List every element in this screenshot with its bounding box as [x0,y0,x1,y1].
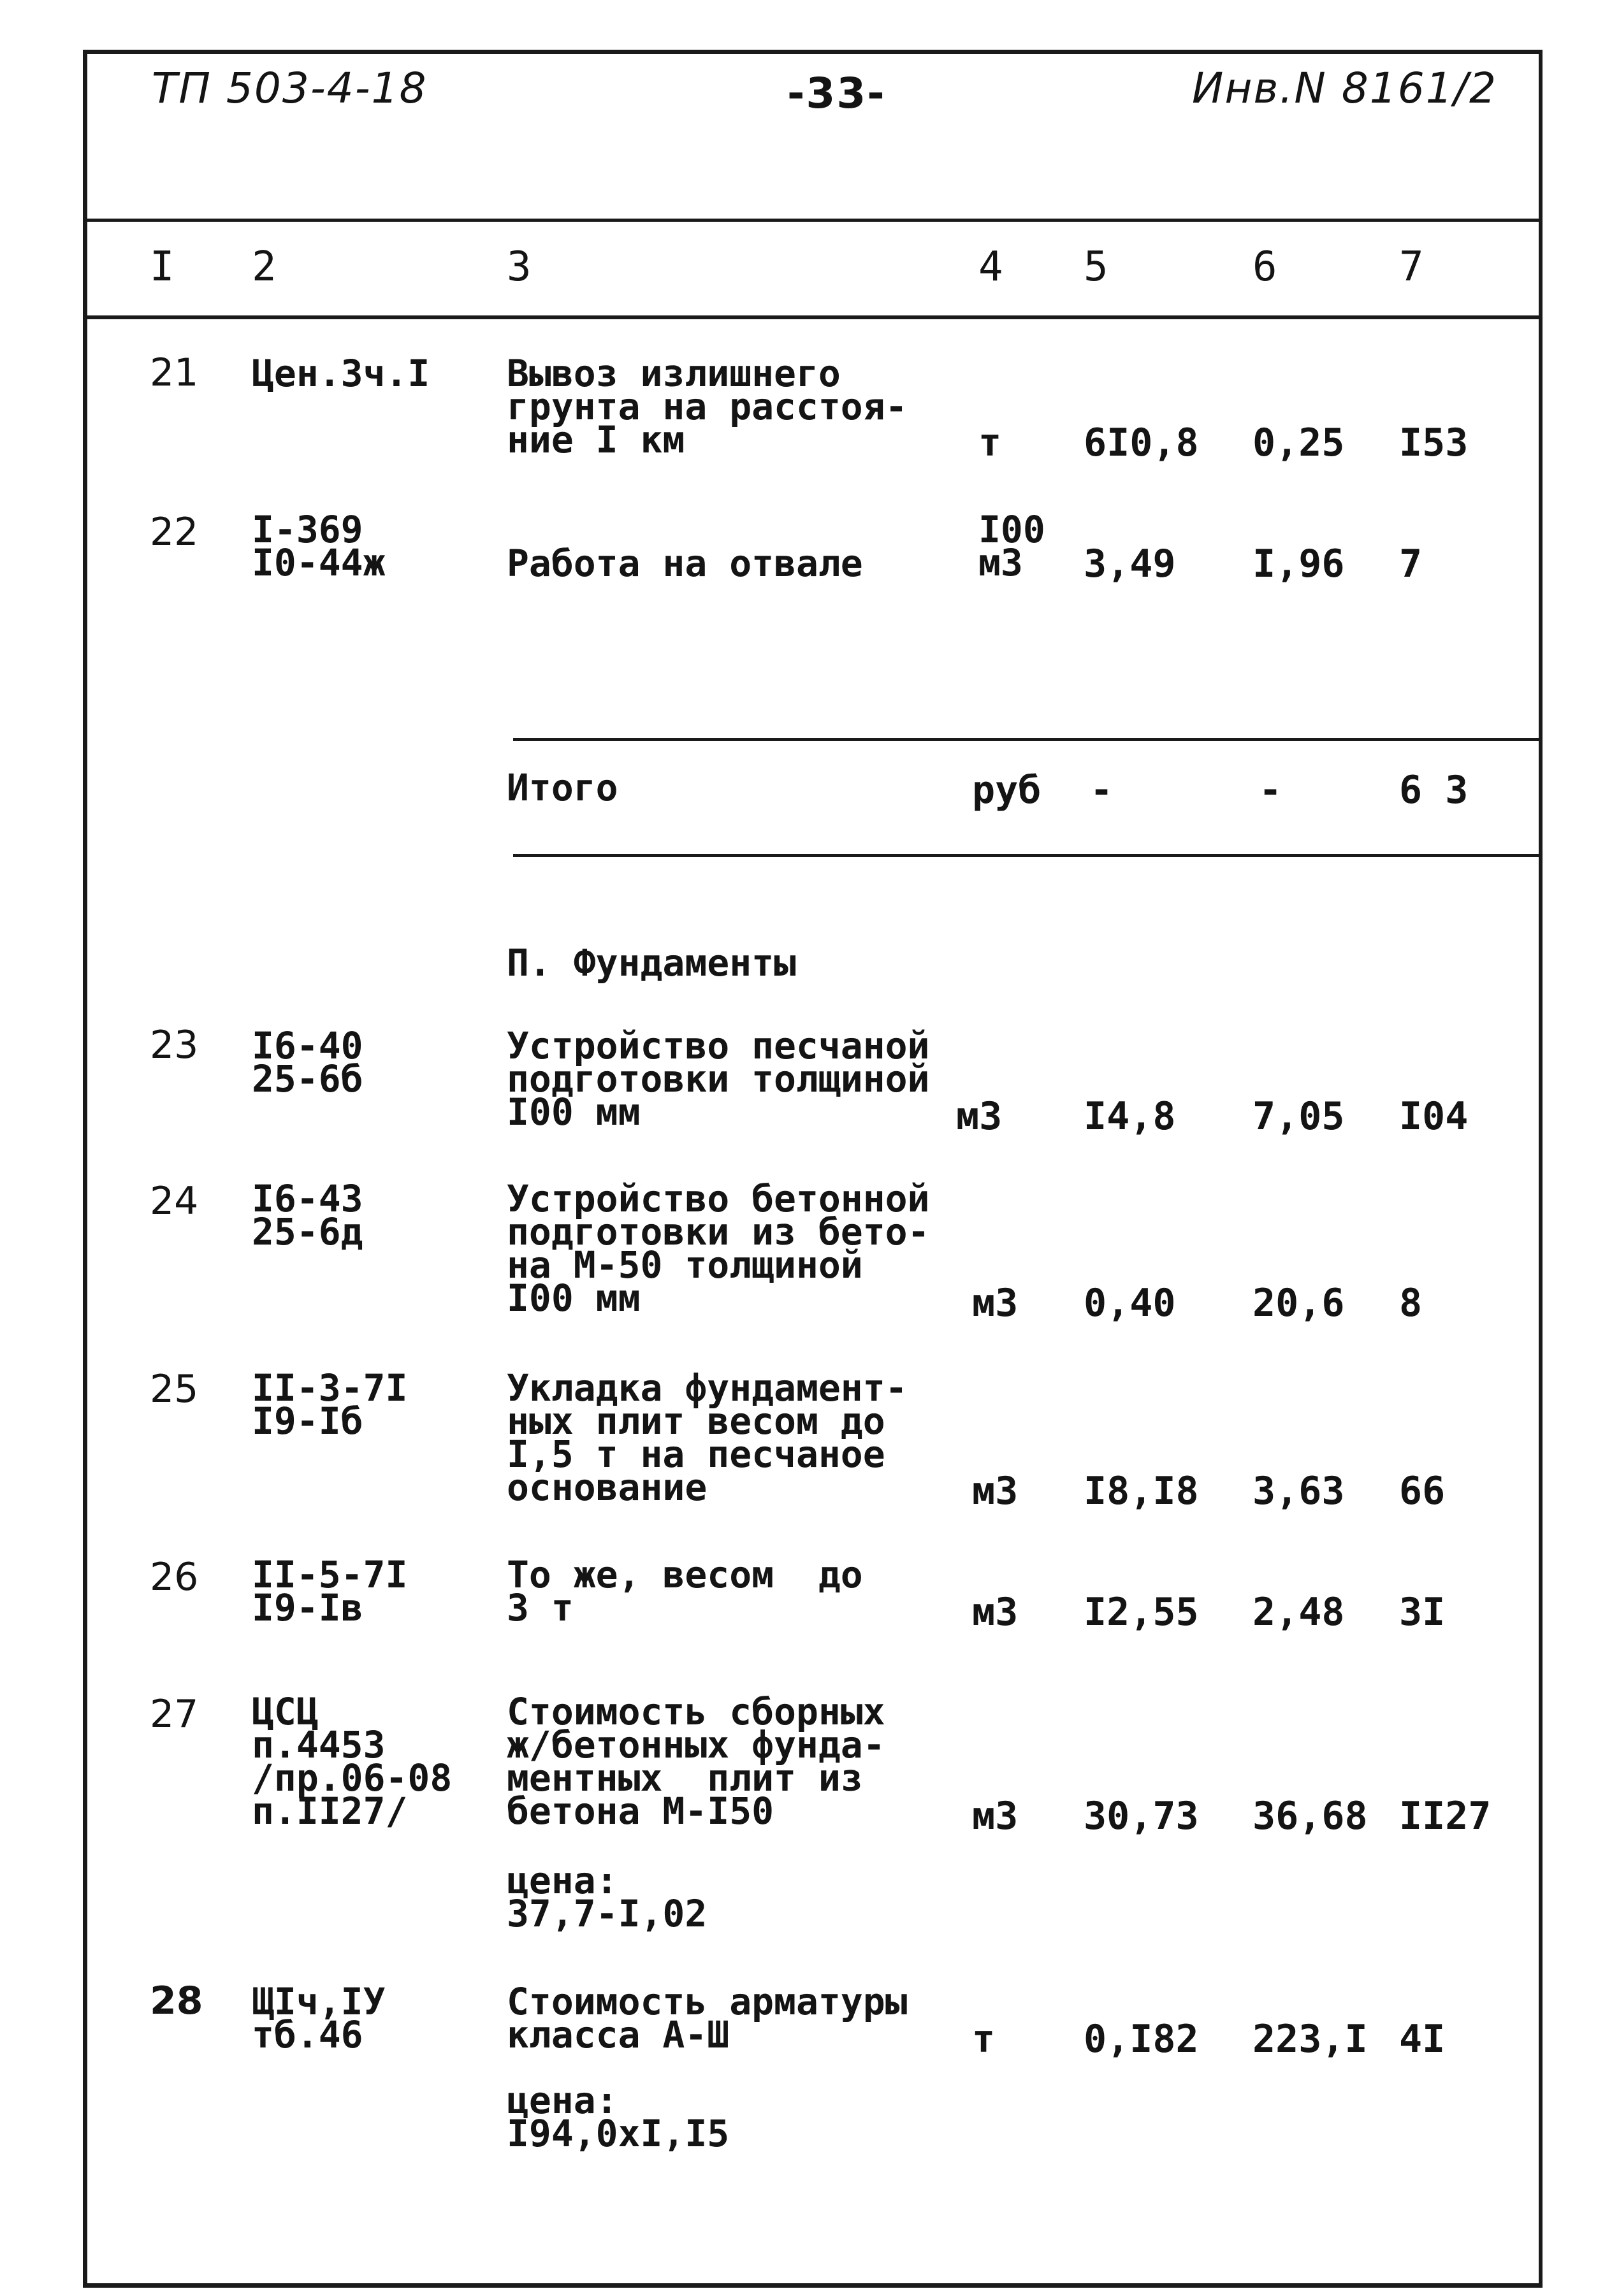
section-heading: П. Фундаменты [507,941,796,985]
header-rule-bottom [83,315,1543,319]
row-unit: м3 [972,1590,1019,1635]
row-quantity: I8,I8 [1084,1469,1199,1513]
row-code: ЩIч,IУ тб.46 [252,1980,386,2056]
column-header-3: 3 [507,243,532,291]
row-quantity: 3,49 [1084,542,1176,586]
row-price: I,96 [1252,542,1345,586]
row-quantity: 0,40 [1084,1281,1176,1325]
row-description: Устройство песчаной подготовки толщиной I00 мм [507,1024,930,1134]
total-rule-bottom [513,854,1543,857]
row-quantity: 6I0,8 [1084,421,1199,465]
row-total: II27 [1399,1794,1492,1838]
row-total: 66 [1399,1469,1446,1513]
doc-code: ТП 503-4-18 [152,64,428,113]
row-code: I-369 I0-44ж [252,508,386,584]
row-code: ЦСЦ п.4453 /пр.06-08 п.II27/ [252,1690,453,1833]
total-quantity: - [1090,768,1114,812]
row-code: I6-43 25-6д [252,1177,363,1253]
row-number: 26 [150,1555,199,1599]
row-description: Стоимость сборных ж/бетонных фунда- ментных плит из бетона М-I50 [507,1690,885,1833]
row-total: I53 [1399,421,1469,465]
row-description: Устройство бетонной подготовки из бето- на М-50 толщиной I00 мм [507,1177,930,1320]
page-number: -33- [787,69,886,118]
row-price: 20,6 [1252,1281,1345,1325]
row-unit: м3 [956,1094,1003,1139]
column-header-6: 6 [1252,243,1277,291]
row-code: II-3-7I I9-Iб [252,1366,408,1443]
column-header-1: I [150,243,175,291]
row-price: 223,I [1252,2017,1368,2061]
row-total: 7 [1399,542,1423,586]
column-header-7: 7 [1399,243,1424,291]
row-quantity: 30,73 [1084,1794,1199,1838]
row-number: 24 [150,1179,199,1224]
row-description: Стоимость арматуры класса А-Ш [507,1980,908,2056]
header-rule-top [83,219,1543,222]
row-price: 0,25 [1252,421,1345,465]
row-description: То же, весом до 3 т [507,1553,863,1629]
row-number: 27 [150,1692,199,1736]
row-code: Цен.3ч.I [252,352,430,395]
row-number: 21 [150,350,199,395]
total-rule-top [513,738,1543,741]
price-note: цена: 37,7-I,02 [507,1859,708,1935]
row-price: 2,48 [1252,1590,1345,1635]
row-unit: м3 [972,1469,1019,1513]
total-label: Итого [507,766,618,809]
row-unit: м3 [972,1281,1019,1325]
column-header-4: 4 [978,243,1003,291]
row-quantity: 0,I82 [1084,2017,1199,2061]
row-unit: м3 [972,1794,1019,1838]
row-quantity: I2,55 [1084,1590,1199,1635]
row-number: 25 [150,1367,199,1412]
row-total: I04 [1399,1094,1469,1139]
row-code: I6-40 25-6б [252,1024,363,1101]
row-total: 3I [1399,1590,1446,1635]
total-unit: руб [972,768,1042,812]
row-price: 7,05 [1252,1094,1345,1139]
row-price: 36,68 [1252,1794,1368,1838]
row-total: 4I [1399,2017,1446,2061]
row-price: 3,63 [1252,1469,1345,1513]
total-value: 6 3 [1399,768,1469,812]
row-code: II-5-7I I9-Iв [252,1553,408,1629]
row-description: Укладка фундамент- ных плит весом до I,5 т на песчаное основание [507,1366,908,1509]
row-number: 23 [150,1023,199,1067]
row-unit: т [972,2017,996,2061]
column-header-2: 2 [252,243,277,291]
row-number: 28 [150,1979,203,2023]
row-total: 8 [1399,1281,1423,1325]
row-unit: I00 м3 [978,508,1045,584]
inventory-number: Инв.N 8161/2 [1192,64,1497,113]
total-price: - [1259,768,1282,812]
row-quantity: I4,8 [1084,1094,1176,1139]
price-note: цена: I94,0хI,I5 [507,2079,730,2155]
row-number: 22 [150,510,199,554]
row-unit: т [978,421,1002,465]
row-description: Работа на отвале [507,542,863,585]
column-header-5: 5 [1084,243,1108,291]
row-description: Вывоз излишнего грунта на расстоя- ние I км [507,352,908,461]
